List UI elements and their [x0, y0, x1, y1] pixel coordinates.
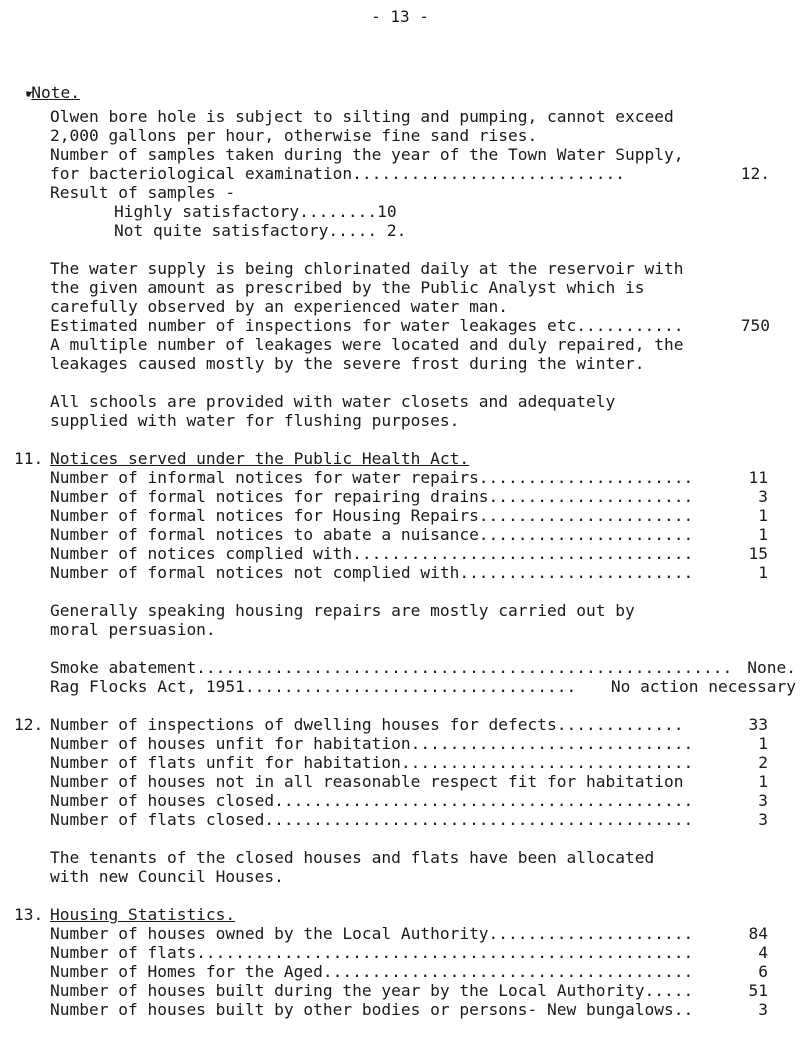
section13-heading: Housing Statistics.: [50, 905, 236, 924]
section13-row: [50, 925, 768, 943]
section12-para-line1: The tenants of the closed houses and flats have been allocated: [50, 848, 655, 867]
row-value: 1: [758, 772, 768, 791]
row-label: Number of inspections of dwelling houses for defects.............: [50, 715, 684, 734]
row-label: Number of houses owned by the Local Authority.....................: [50, 924, 694, 943]
section12-row: [50, 754, 768, 772]
section13-row: [50, 963, 768, 981]
row-value: 1: [758, 525, 768, 544]
row-value: 1: [758, 734, 768, 753]
rag-flocks-label: Rag Flocks Act, 1951..................................: [50, 677, 577, 696]
section11-row: [50, 545, 768, 563]
section12-para-line2: with new Council Houses.: [50, 867, 284, 886]
row-label: Number of notices complied with...................................: [50, 544, 694, 563]
row-label: Number of houses unfit for habitation.............................: [50, 734, 694, 753]
row-value: 51: [748, 981, 768, 1000]
row-value: 3: [758, 1000, 768, 1019]
note-para4-line2: supplied with water for flushing purposes.: [50, 411, 460, 430]
section13-number: 13.: [14, 905, 44, 924]
note-heading: [26, 84, 80, 103]
section13-row: [50, 982, 768, 1000]
leakages-label: Estimated number of inspections for water leakages etc...........: [50, 316, 684, 335]
row-value: 1: [758, 506, 768, 525]
row-label: Number of houses closed...........................................: [50, 791, 694, 810]
section13-row: [50, 1001, 768, 1019]
note-para3-line2: leakages caused mostly by the severe frost during the winter.: [50, 354, 645, 373]
smoke-abatement-label: Smoke abatement.......................................................: [50, 658, 733, 677]
row-label: Number of houses built during the year by the Local Authority.....: [50, 981, 694, 1000]
row-value: 6: [758, 962, 768, 981]
samples-label-line2: for bacteriological examination............................: [50, 164, 625, 183]
row-label: Number of formal notices for repairing drains.....................: [50, 487, 694, 506]
row-label: Number of houses built by other bodies or persons- New bungalows..: [50, 1000, 694, 1019]
hand-pointer-icon: ☛: [26, 87, 34, 101]
row-label: Number of formal notices to abate a nuisance......................: [50, 525, 694, 544]
samples-label-line1: Number of samples taken during the year of the Town Water Supply,: [50, 145, 684, 164]
section11-heading: Notices served under the Public Health Act.: [50, 449, 470, 468]
row-label: Number of formal notices not complied with........................: [50, 563, 694, 582]
samples-value: 12.: [740, 164, 770, 183]
section11-row: [50, 488, 768, 506]
row-value: 33: [748, 715, 768, 734]
section11-row: [50, 507, 768, 525]
highly-satisfactory: Highly satisfactory........10: [114, 202, 397, 221]
leakages-value: 750: [740, 316, 770, 335]
section12-row: [50, 792, 768, 810]
note-para3-line1: A multiple number of leakages were located and duly repaired, the: [50, 335, 684, 354]
page-number: - 13 -: [371, 7, 429, 26]
row-label: Number of flats...................................................: [50, 943, 694, 962]
rag-flocks-value: No action necessary: [610, 677, 796, 696]
section11-para-line2: moral persuasion.: [50, 620, 216, 639]
section11-row: [50, 564, 768, 582]
row-value: 15: [748, 544, 768, 563]
section11-para-line1: Generally speaking housing repairs are mostly carried out by: [50, 601, 635, 620]
row-value: 84: [748, 924, 768, 943]
not-quite-satisfactory: Not quite satisfactory..... 2.: [114, 221, 407, 240]
row-label: Number of flats closed............................................: [50, 810, 694, 829]
row-label: Number of informal notices for water repairs......................: [50, 468, 694, 487]
section12-number: 12.: [14, 715, 44, 734]
row-value: 11: [748, 468, 768, 487]
row-value: 1: [758, 563, 768, 582]
row-label: Number of formal notices for Housing Repairs......................: [50, 506, 694, 525]
section11-row: [50, 469, 768, 487]
note-para2-line3: carefully observed by an experienced water man.: [50, 297, 509, 316]
row-value: 4: [758, 943, 768, 962]
row-value: 3: [758, 791, 768, 810]
section13-row: [50, 944, 768, 962]
result-label: Result of samples -: [50, 183, 236, 202]
note-para2-line1: The water supply is being chlorinated daily at the reservoir with: [50, 259, 684, 278]
row-label: Number of flats unfit for habitation..............................: [50, 753, 694, 772]
note-para1-line1: Olwen bore hole is subject to silting and pumping, cannot exceed: [50, 107, 674, 126]
row-value: 3: [758, 810, 768, 829]
section11-number: 11.: [14, 449, 44, 468]
note-heading-text: Note.: [31, 83, 80, 102]
section11-row: [50, 526, 768, 544]
row-value: 2: [758, 753, 768, 772]
note-para1-line2: 2,000 gallons per hour, otherwise fine sand rises.: [50, 126, 538, 145]
smoke-abatement-value: None.: [747, 658, 796, 677]
note-para4-line1: All schools are provided with water closets and adequately: [50, 392, 616, 411]
section12-row: [50, 735, 768, 753]
section12-row: [50, 773, 768, 791]
row-label: Number of Homes for the Aged......................................: [50, 962, 694, 981]
note-para2-line2: the given amount as prescribed by the Public Analyst which is: [50, 278, 645, 297]
row-value: 3: [758, 487, 768, 506]
row-label: Number of houses not in all reasonable respect fit for habitation: [50, 772, 684, 791]
section12-row: [50, 716, 768, 734]
section12-row: [50, 811, 768, 829]
